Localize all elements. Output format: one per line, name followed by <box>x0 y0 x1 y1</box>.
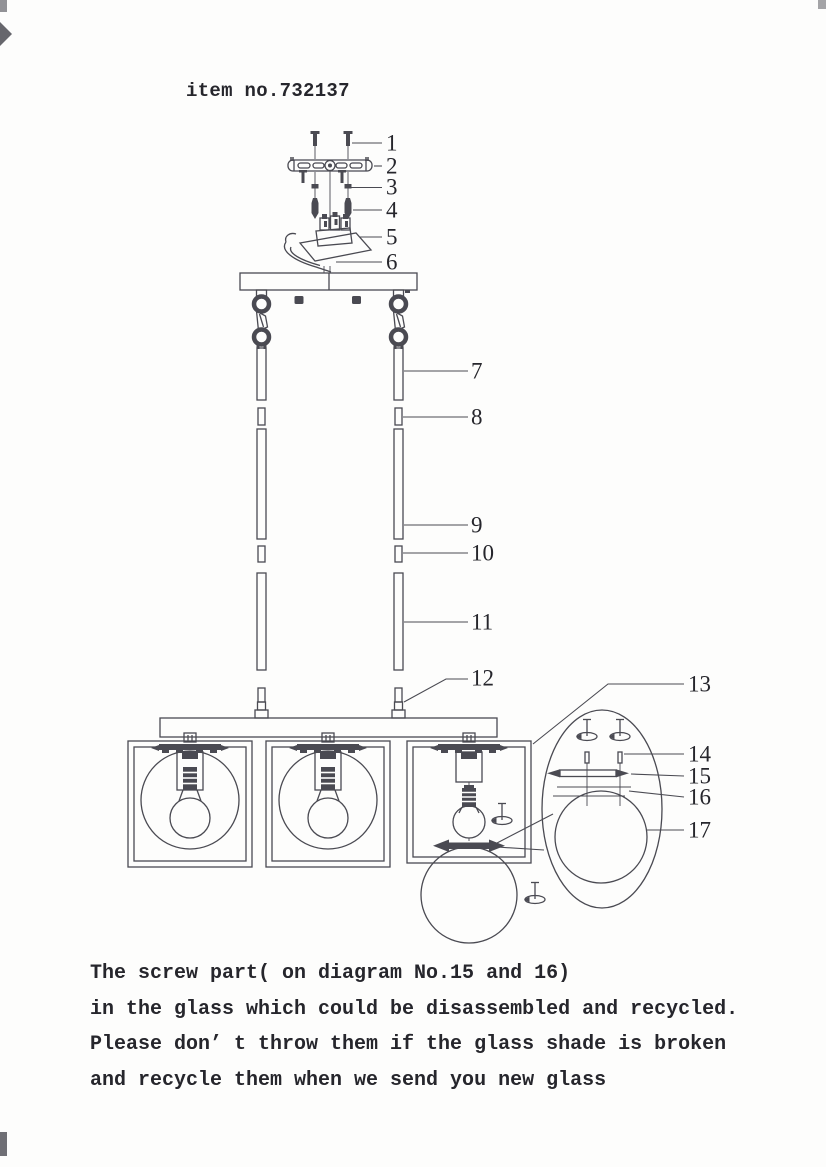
footer-line-2: in the glass which could be disassembled and recycled. <box>90 997 739 1021</box>
lamp-fixture-3-exploded <box>407 733 531 943</box>
fixture-bar <box>160 718 497 737</box>
part-label-12: 12 <box>471 665 494 691</box>
recycling-note <box>90 962 790 1104</box>
footer-line-1: The screw part( on diagram No.15 and 16) <box>90 962 571 985</box>
detail-bubble <box>542 710 662 908</box>
part-1-mounting-screws <box>311 131 353 159</box>
part-label-4: 4 <box>386 197 398 223</box>
part-label-8: 8 <box>471 404 483 430</box>
footer-line-3: Please don’ t throw them if the glass shade is broken <box>90 1033 727 1056</box>
thumbscrew-rotate-icon-left <box>576 720 597 741</box>
part-label-1: 1 <box>386 130 398 156</box>
part-17-glass-globe <box>555 791 647 883</box>
hanger-column-right <box>391 290 406 718</box>
rotate-globe-icon <box>524 883 545 904</box>
item-number-title: item no.732137 <box>186 80 350 102</box>
part-label-7: 7 <box>471 358 483 384</box>
part-3-washers <box>312 172 352 198</box>
lamp-fixture-1 <box>128 733 252 867</box>
part-label-17: 17 <box>688 817 711 843</box>
part-label-16: 16 <box>688 784 711 810</box>
footer-line-4: and recycle them when we send you new glass <box>90 1068 607 1092</box>
part-label-2: 2 <box>386 153 398 179</box>
part-label-14: 14 <box>688 741 711 767</box>
part-label-5: 5 <box>386 224 398 250</box>
part-label-11: 11 <box>471 609 494 635</box>
hanger-column-left <box>254 290 269 718</box>
part-label-15: 15 <box>688 763 711 789</box>
part-label-13: 13 <box>688 671 711 697</box>
lamp-fixture-2 <box>266 733 390 867</box>
thumbscrew-rotate-icon-right <box>609 720 630 741</box>
part-15-holder-ring <box>547 769 629 777</box>
rotate-screw-icon <box>491 804 512 825</box>
part-label-10: 10 <box>471 540 494 566</box>
part-label-9: 9 <box>471 512 483 538</box>
part-label-6: 6 <box>386 249 398 275</box>
part-label-3: 3 <box>386 174 398 200</box>
